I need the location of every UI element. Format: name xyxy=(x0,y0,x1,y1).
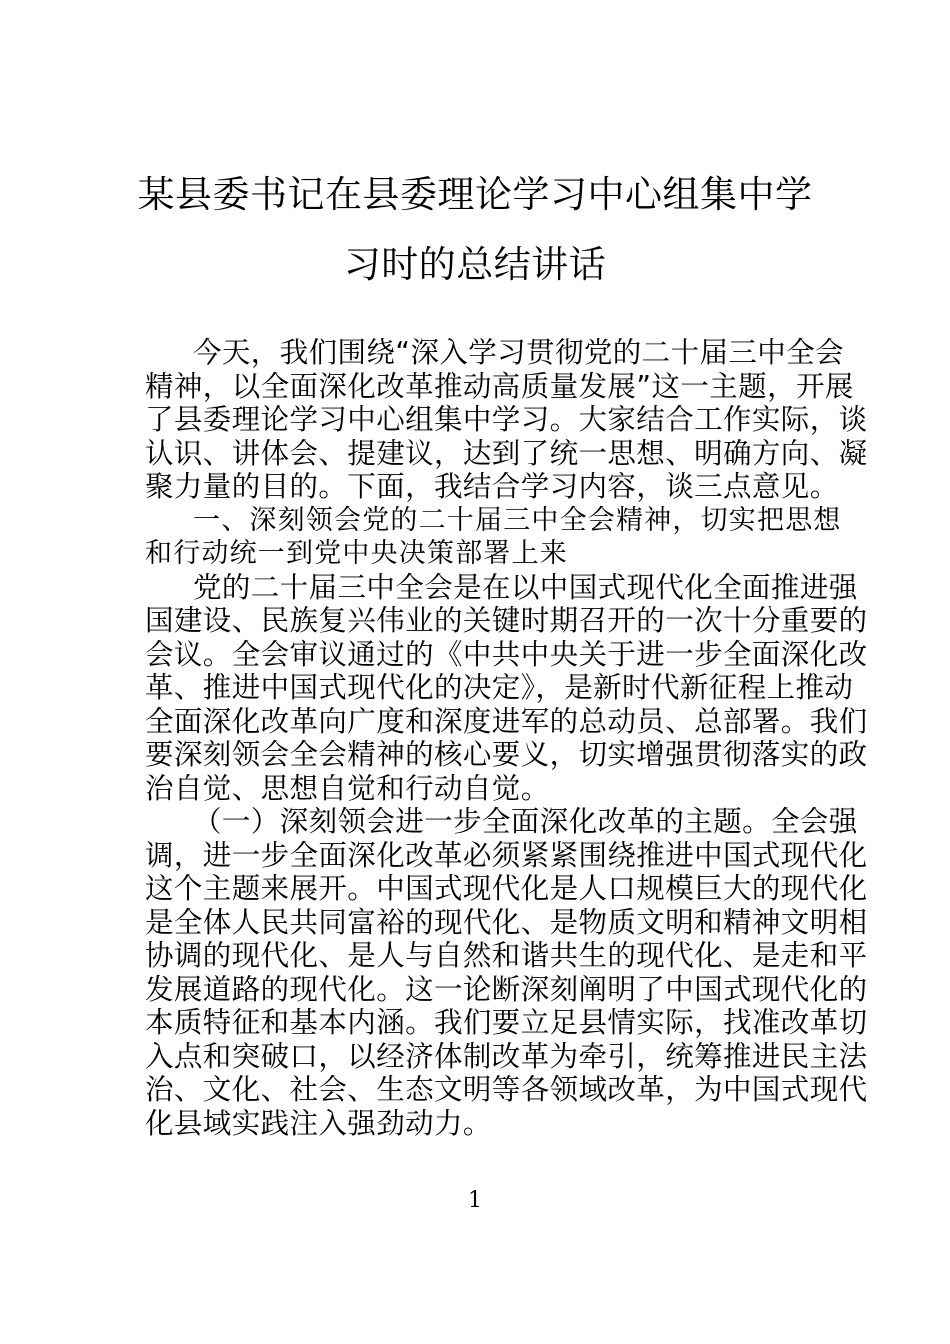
text-line: 协调的现代化、是人与自然和谐共生的现代化、是走和平 xyxy=(145,939,868,972)
text-line: 精神，以全面深化改革推动高质量发展”这一主题，开展 xyxy=(145,369,854,403)
document-title-line-2: 习时的总结讲话 xyxy=(343,243,607,286)
text-line: 要深刻领会全会精神的核心要义，切实增强贯彻落实的政 xyxy=(145,738,868,771)
page-number: 1 xyxy=(468,1188,482,1213)
document-body xyxy=(145,336,868,1140)
text-line: 全面深化改革向广度和深度进军的总动员、总部署。我们 xyxy=(145,704,868,738)
heading-line: 和行动统一到党中央决策部署上来 xyxy=(145,538,568,569)
text-line: 认识、讲体会、提建议，达到了统一思想、明确方向、凝 xyxy=(145,436,868,470)
text-line: 革、推进中国式现代化的决定》，是新时代新征程上推动 xyxy=(145,671,854,704)
document-title-line-1: 某县委书记在县委理论学习中心组集中学 xyxy=(137,173,813,216)
text-line: 会议。全会审议通过的《中共中央关于进一步全面深化改 xyxy=(145,637,868,671)
text-line: 了县委理论学习中心组集中学习。大家结合工作实际，谈 xyxy=(145,403,868,436)
text-line: 国建设、民族复兴伟业的关键时期召开的一次十分重要的 xyxy=(145,604,868,637)
text-line: 发展道路的现代化。这一论断深刻阐明了中国式现代化的 xyxy=(145,972,868,1006)
text-line: 入点和突破口，以经济体制改革为牵引，统筹推进民主法 xyxy=(145,1039,868,1073)
text-line: （一）深刻领会进一步全面深化改革的主题。全会强 xyxy=(193,805,858,838)
paragraph-reform-theme xyxy=(145,805,868,1140)
paragraph-plenum-overview xyxy=(145,570,868,806)
text-line: 党的二十届三中全会是在以中国式现代化全面推进强 xyxy=(193,570,858,604)
text-line: 这个主题来展开。中国式现代化是人口规模巨大的现代化 xyxy=(145,872,868,905)
heading-line: 一、深刻领会党的二十届三中全会精神，切实把思想 xyxy=(193,504,842,536)
text-line: 化县域实践注入强劲动力。 xyxy=(145,1106,492,1140)
text-line: 是全体人民共同富裕的现代化、是物质文明和精神文明相 xyxy=(145,905,868,939)
text-line: 今天，我们围绕“深入学习贯彻党的二十届三中全会 xyxy=(193,336,844,369)
text-line: 本质特征和基本内涵。我们要立足县情实际，找准改革切 xyxy=(145,1006,868,1039)
text-line: 治自觉、思想自觉和行动自觉。 xyxy=(145,771,550,805)
text-line: 调，进一步全面深化改革必须紧紧围绕推进中国式现代化 xyxy=(145,838,868,872)
text-line: 治、文化、社会、生态文明等各领域改革，为中国式现代 xyxy=(145,1073,868,1106)
text-line: 聚力量的目的。下面，我结合学习内容，谈三点意见。 xyxy=(145,470,839,503)
section-heading-1 xyxy=(145,504,842,571)
paragraph-introduction xyxy=(145,336,868,504)
